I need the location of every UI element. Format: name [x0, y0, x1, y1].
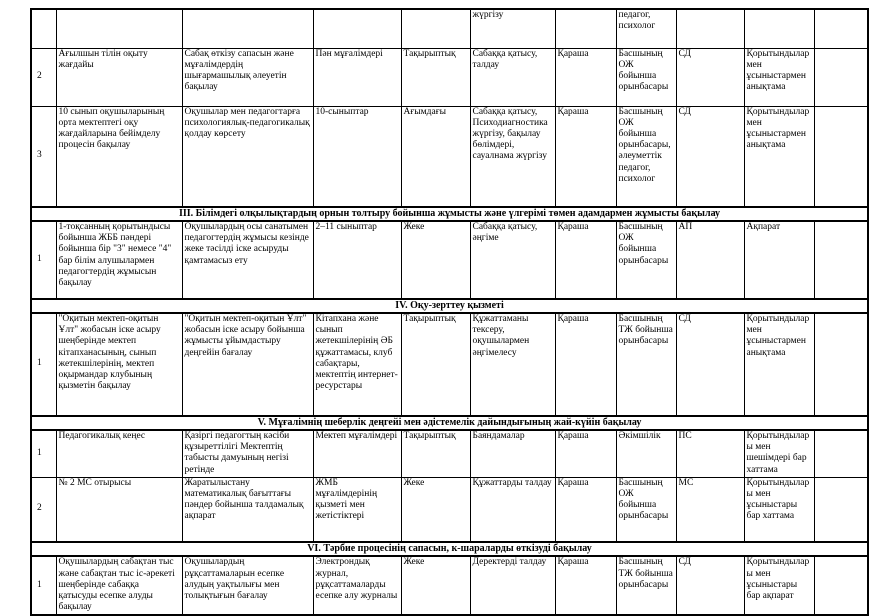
cell-control-type	[401, 9, 470, 48]
row-number-cell: 2	[31, 477, 56, 542]
cell-month: Қараша	[555, 106, 616, 207]
cell-topic: 1-тоқсанның қорытындысы бойынша ЖББ пәндері бойынша бір "3" немесе "4" бар білім алушылармен педагогтердің жұмысын бақылау	[56, 221, 182, 299]
section-title: ІІІ. Білімдегі олқылықтардың орнын толтыру бойынша жұмысты және үлгерімі төмен адамдармен жұмысты бақылау	[31, 207, 868, 221]
row-number-cell: 1	[31, 430, 56, 477]
cell-methods: Сабаққа қатысу, әңгіме	[470, 221, 555, 299]
cell-outcome: Қорытындылары мен ұсыныстары бар хаттама	[744, 477, 814, 542]
cell-review-body: СД	[676, 48, 744, 106]
cell-methods: Деректерді талдау	[470, 556, 555, 615]
cell-objective: Оқушылар мен педагогтарға психологиялық-педагогикалық қолдау көрсету	[182, 106, 313, 207]
cell-month: Қараша	[555, 477, 616, 542]
cell-review-body: МС	[676, 477, 744, 542]
cell-methods: Сабаққа қатысу, Психодиагностика жүргізу, бақылау бөлімдері, сауалнама жүргізу	[470, 106, 555, 207]
cell-objective: Оқушылардың осы санатымен педагогтердің жұмысы кезінде жеке тәсілді іске асыруды қамтамасыз ету	[182, 221, 313, 299]
table-row	[31, 477, 868, 542]
cell-control-type: Жеке	[401, 477, 470, 542]
cell-month: Қараша	[555, 221, 616, 299]
row-number-cell	[31, 9, 56, 48]
cell-review-body: СД	[676, 313, 744, 416]
cell-responsible: Басшының ТЖ бойынша орынбасары	[616, 313, 676, 416]
cell-responsible: Басшының ОЖ бойынша орынбасары	[616, 477, 676, 542]
cell-topic: Оқушылардың сабақтан тыс және сабақтан тыс іс-әрекеті шеңберінде сабаққа қатысуды есепке алуды бақылау	[56, 556, 182, 615]
cell-outcome: Қорытындылары мен шешімдері бар хаттама	[744, 430, 814, 477]
cell-objective: Оқушылардың рұқсаттамаларын есепке алудың уақтылығы мен толықтығын бағалау	[182, 556, 313, 615]
cell-control-type: Ағымдағы	[401, 106, 470, 207]
table-row	[31, 430, 868, 477]
cell-note	[814, 106, 868, 207]
table-row	[31, 313, 868, 416]
cell-note	[814, 556, 868, 615]
cell-object: ЖМБ мұғалімдерінің қызметі мен жетістіктері	[313, 477, 401, 542]
cell-topic: Ағылшын тілін оқыту жағдайы	[56, 48, 182, 106]
cell-object: Мектеп мұғалімдері	[313, 430, 401, 477]
cell-note	[814, 9, 868, 48]
cell-responsible: Әкімшілік	[616, 430, 676, 477]
cell-outcome: Қорытындылар мен ұсыныстармен анықтама	[744, 313, 814, 416]
cell-note	[814, 221, 868, 299]
section-title: IV. Оқу-зерттеу қызметі	[31, 299, 868, 313]
cell-methods: Сабаққа қатысу, талдау	[470, 48, 555, 106]
cell-responsible: Басшының ОЖ бойынша орынбасары, әлеуметтік педагог, психолог	[616, 106, 676, 207]
table-row	[31, 221, 868, 299]
cell-month: Қараша	[555, 430, 616, 477]
cell-topic: № 2 МС отырысы	[56, 477, 182, 542]
cell-review-body: ПС	[676, 430, 744, 477]
cell-review-body: СД	[676, 106, 744, 207]
table-row	[31, 48, 868, 106]
section-header-row	[31, 542, 868, 556]
section-header-row	[31, 207, 868, 221]
cell-responsible: педагог, психолог	[616, 9, 676, 48]
cell-month: Қараша	[555, 48, 616, 106]
row-number-cell: 1	[31, 313, 56, 416]
cell-note	[814, 430, 868, 477]
cell-object	[313, 9, 401, 48]
cell-note	[814, 477, 868, 542]
cell-control-type: Жеке	[401, 221, 470, 299]
cell-object: 10-сыныптар	[313, 106, 401, 207]
table-row	[31, 556, 868, 615]
section-title: V. Мұғалімнің шеберлік деңгейі мен әдістемелік дайындығының жай-күйін бақылау	[31, 416, 868, 430]
cell-month: Қараша	[555, 556, 616, 615]
cell-responsible: Басшының ТЖ бойынша орынбасары	[616, 556, 676, 615]
row-number-cell: 3	[31, 106, 56, 207]
section-header-row	[31, 416, 868, 430]
control-plan-table	[30, 8, 869, 616]
cell-outcome: Ақпарат	[744, 221, 814, 299]
section-title: VI. Тәрбие процесінің сапасын, к-шараларды өткізуді бақылау	[31, 542, 868, 556]
row-number-cell: 1	[31, 556, 56, 615]
cell-review-body	[676, 9, 744, 48]
row-number-cell: 1	[31, 221, 56, 299]
cell-objective	[182, 9, 313, 48]
cell-month	[555, 9, 616, 48]
section-header-row	[31, 299, 868, 313]
cell-review-body: СД	[676, 556, 744, 615]
cell-review-body: АП	[676, 221, 744, 299]
cell-object: 2–11 сыныптар	[313, 221, 401, 299]
cell-methods: Құжаттаманы тексеру, оқушылармен әңгімелесу	[470, 313, 555, 416]
cell-topic: "Оқитын мектеп-оқитын Ұлт" жобасын іске асыру шеңберінде мектеп кітапханасының, сынып жетекшілерінің, мектеп оқырмандар клубының қызметін бақылау	[56, 313, 182, 416]
cell-topic	[56, 9, 182, 48]
cell-responsible: Басшының ОЖ бойынша орынбасары	[616, 221, 676, 299]
table-row	[31, 9, 868, 48]
cell-methods: Баяндамалар	[470, 430, 555, 477]
cell-objective: Жаратылыстану математикалық бағыттағы пәндер бойынша талдамалық ақпарат	[182, 477, 313, 542]
cell-object: Кітапхана және сынып жетекшілерінің ӘБ құжаттамасы, клуб сабақтары, мектептің интернет-ресурстары	[313, 313, 401, 416]
cell-control-type: Тақырыптық	[401, 48, 470, 106]
cell-control-type: Жеке	[401, 556, 470, 615]
cell-objective: Сабақ өткізу сапасын және мұғалімдердің шығармашылық әлеуетін бақылау	[182, 48, 313, 106]
cell-object: Пән мұғалімдері	[313, 48, 401, 106]
cell-topic: Педагогикалық кеңес	[56, 430, 182, 477]
cell-objective: "Оқитын мектеп-оқитын Ұлт" жобасын іске асыру бойынша жұмысты ұйымдастыру деңгейін бағалау	[182, 313, 313, 416]
table-row	[31, 106, 868, 207]
cell-topic: 10 сынып оқушыларының орта мектептегі оқу жағдайларына бейімделу процесін бақылау	[56, 106, 182, 207]
cell-outcome: Қорытындылар мен ұсыныстармен анықтама	[744, 48, 814, 106]
cell-outcome: Қорытындылары мен ұсыныстары бар ақпарат	[744, 556, 814, 615]
row-number-cell: 2	[31, 48, 56, 106]
cell-month: Қараша	[555, 313, 616, 416]
cell-control-type: Тақырыптық	[401, 430, 470, 477]
plan-table-body	[31, 9, 868, 615]
cell-control-type: Тақырыптық	[401, 313, 470, 416]
cell-methods: жүргізу	[470, 9, 555, 48]
cell-note	[814, 313, 868, 416]
cell-outcome	[744, 9, 814, 48]
cell-outcome: Қорытындылар мен ұсыныстармен анықтама	[744, 106, 814, 207]
cell-object: Электрондық журнал, рұқсаттамаларды есепке алу журналы	[313, 556, 401, 615]
cell-methods: Құжаттарды талдау	[470, 477, 555, 542]
cell-objective: Қазіргі педагогтың кәсіби құзыреттілігі Мектептің табысты дамуының негізі ретінде	[182, 430, 313, 477]
cell-responsible: Басшының ОЖ бойынша орынбасары	[616, 48, 676, 106]
cell-note	[814, 48, 868, 106]
